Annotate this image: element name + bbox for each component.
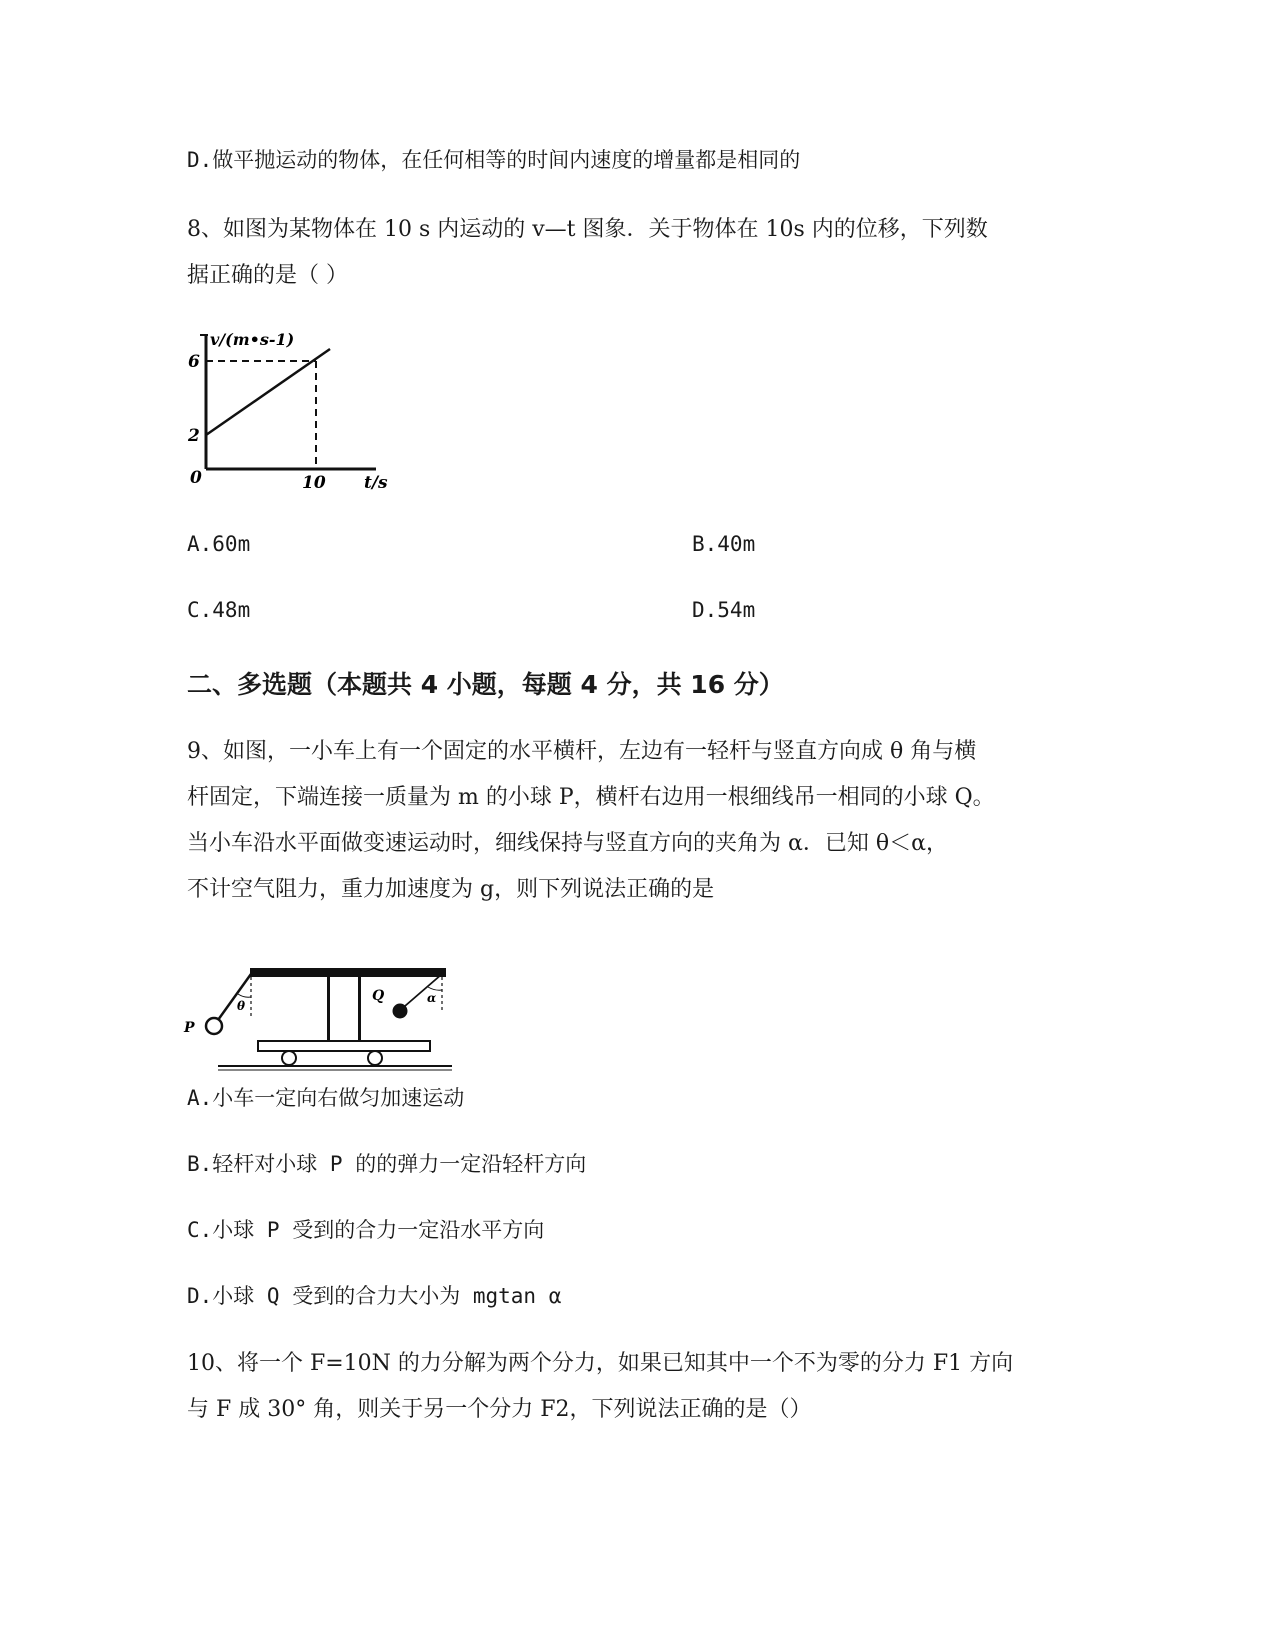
label-alpha: α bbox=[427, 991, 437, 1005]
q10-stem-line1: 10、将一个 F=10N 的力分解为两个分力，如果已知其中一个不为零的分力 F1 方向 bbox=[187, 1351, 1014, 1376]
x-axis-label: t/s bbox=[364, 473, 388, 493]
q9-option-a: A.小车一定向右做匀加速运动 bbox=[187, 1086, 465, 1110]
cart-platform bbox=[258, 1041, 430, 1051]
y-tick-6: 6 bbox=[188, 352, 200, 372]
q8-option-b: B.40m bbox=[692, 532, 756, 556]
q9-option-b: B.轻杆对小球 P 的的弹力一定沿轻杆方向 bbox=[187, 1152, 587, 1176]
q9-stem-line1: 9、如图，一小车上有一个固定的水平横杆，左边有一轻杆与竖直方向成 θ 角与横 bbox=[187, 739, 977, 764]
q8-option-d: D.54m bbox=[692, 598, 756, 622]
x-tick-10: 10 bbox=[302, 473, 326, 493]
q9-stem-line4: 不计空气阻力，重力加速度为 g，则下列说法正确的是 bbox=[187, 877, 715, 902]
y-tick-2: 2 bbox=[188, 426, 200, 446]
y-axis-label: v/(m•s-1) bbox=[210, 330, 295, 349]
origin-label: 0 bbox=[190, 468, 202, 488]
label-q: Q bbox=[372, 988, 385, 1004]
q8-stem-line1: 8、如图为某物体在 10 s 内运动的 v—t 图象．关于物体在 10s 内的位移，下列数 bbox=[187, 217, 988, 242]
q9-stem-line2: 杆固定，下端连接一质量为 m 的小球 P，横杆右边用一根细线吊一相同的小球 Q。 bbox=[187, 785, 995, 810]
horizontal-bar bbox=[250, 968, 446, 977]
wheel-right bbox=[368, 1051, 382, 1065]
q8-option-a: A.60m bbox=[187, 532, 251, 556]
q8-option-c: C.48m bbox=[187, 598, 251, 622]
q9-cart-figure bbox=[180, 960, 480, 1090]
q7-option-d: D.做平抛运动的物体，在任何相等的时间内速度的增量都是相同的 bbox=[187, 148, 801, 172]
wheel-left bbox=[282, 1051, 296, 1065]
q9-option-d: D.小球 Q 受到的合力大小为 mgtan α bbox=[187, 1284, 562, 1308]
ball-q bbox=[393, 1004, 407, 1018]
q10-stem-line2: 与 F 成 30° 角，则关于另一个分力 F2，下列说法正确的是（） bbox=[187, 1397, 812, 1422]
q8-stem-line2: 据正确的是（ ） bbox=[187, 263, 348, 288]
label-theta: θ bbox=[237, 999, 246, 1013]
q8-vt-graph bbox=[180, 325, 400, 505]
ball-p bbox=[206, 1018, 222, 1034]
label-p: P bbox=[184, 1020, 195, 1036]
section-heading: 二、多选题（本题共 4 小题，每题 4 分，共 16 分） bbox=[187, 670, 784, 699]
q9-option-c: C.小球 P 受到的合力一定沿水平方向 bbox=[187, 1218, 545, 1242]
q9-stem-line3: 当小车沿水平面做变速运动时，细线保持与竖直方向的夹角为 α．已知 θ＜α， bbox=[187, 831, 948, 856]
